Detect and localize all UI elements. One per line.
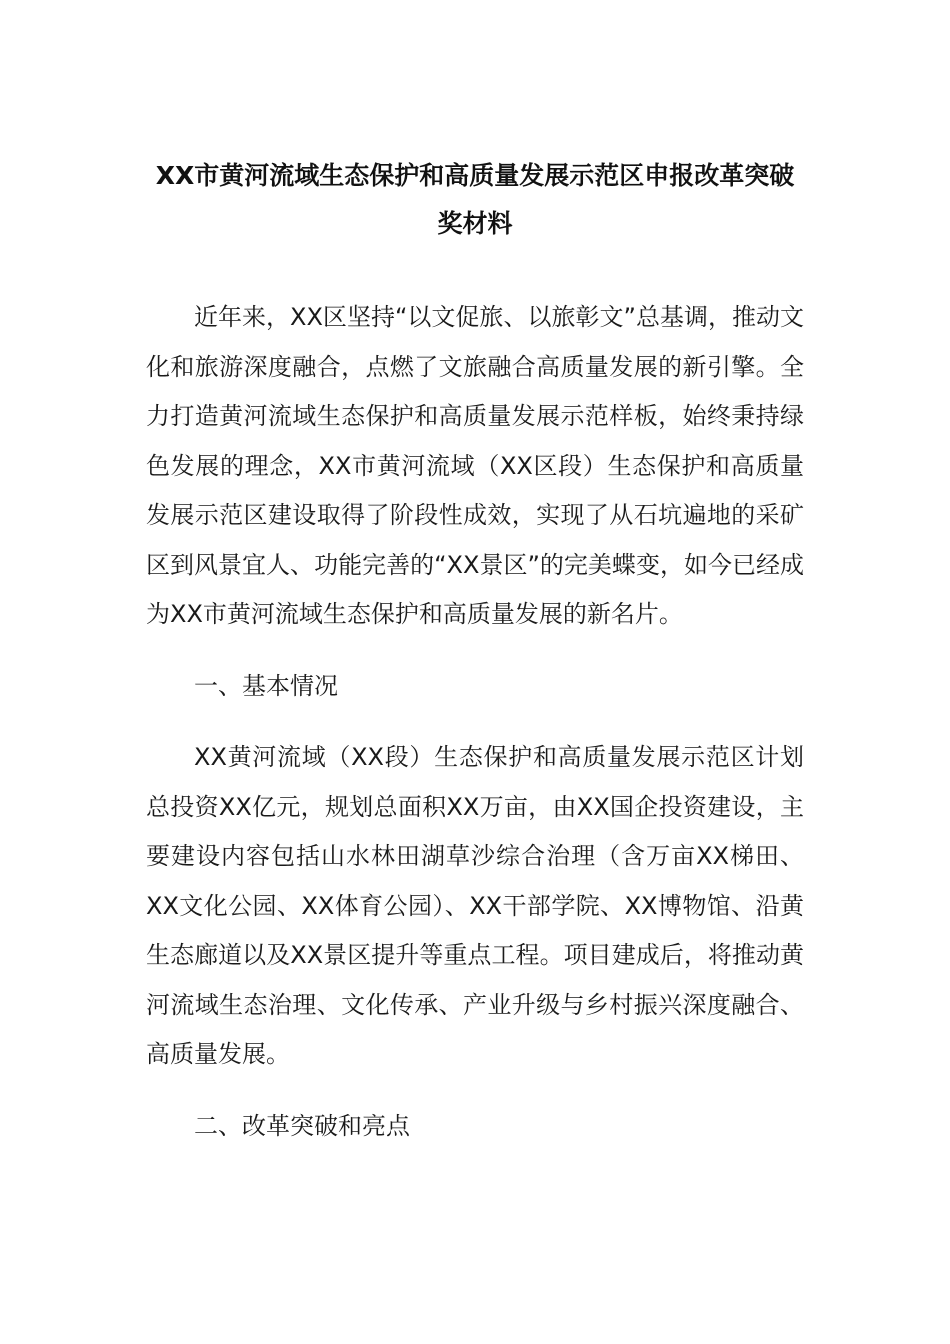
intro-paragraph: 近年来，XX区坚持“以文促旅、以旅彰文”总基调，推动文化和旅游深度融合，点燃了文旅融合高质量发展的新引擎。全力打造黄河流域生态保护和高质量发展示范样板，始终秉持绿色发展的理念，XX市黄河流域（XX区段）生态保护和高质量发展示范区建设取得了阶段性成效，实现了从石坑遍地的采矿区到风景宜人、功能完善的“XX景区”的完美蝶变，如今已经成为XX市黄河流域生态保护和高质量发展的新名片。 (146, 303, 804, 628)
paragraph-gap (146, 1080, 804, 1102)
section-heading-basic-situation: 一、基本情况 (194, 671, 338, 700)
section-heading-reform-highlights: 二、改革突破和亮点 (194, 1111, 410, 1140)
document-body (146, 293, 804, 1151)
basic-situation-paragraph: XX黄河流域（XX段）生态保护和高质量发展示范区计划总投资XX亿元，规划总面积XX万亩，由XX国企投资建设，主要建设内容包括山水林田湖草沙综合治理（含万亩XX梯田、XX文化公园、XX体育公园）、XX干部学院、XX博物馆、沿黄生态廊道以及XX景区提升等重点工程。项目建成后，将推动黄河流域生态治理、文化传承、产业升级与乡村振兴深度融合、高质量发展。 (146, 743, 804, 1068)
paragraph-gap (146, 711, 804, 733)
document-title-line-1: XX市黄河流域生态保护和高质量发展示范区申报改革突破 (155, 161, 795, 190)
document-title-line-2: 奖材料 (437, 209, 513, 238)
paragraph-gap (146, 640, 804, 662)
